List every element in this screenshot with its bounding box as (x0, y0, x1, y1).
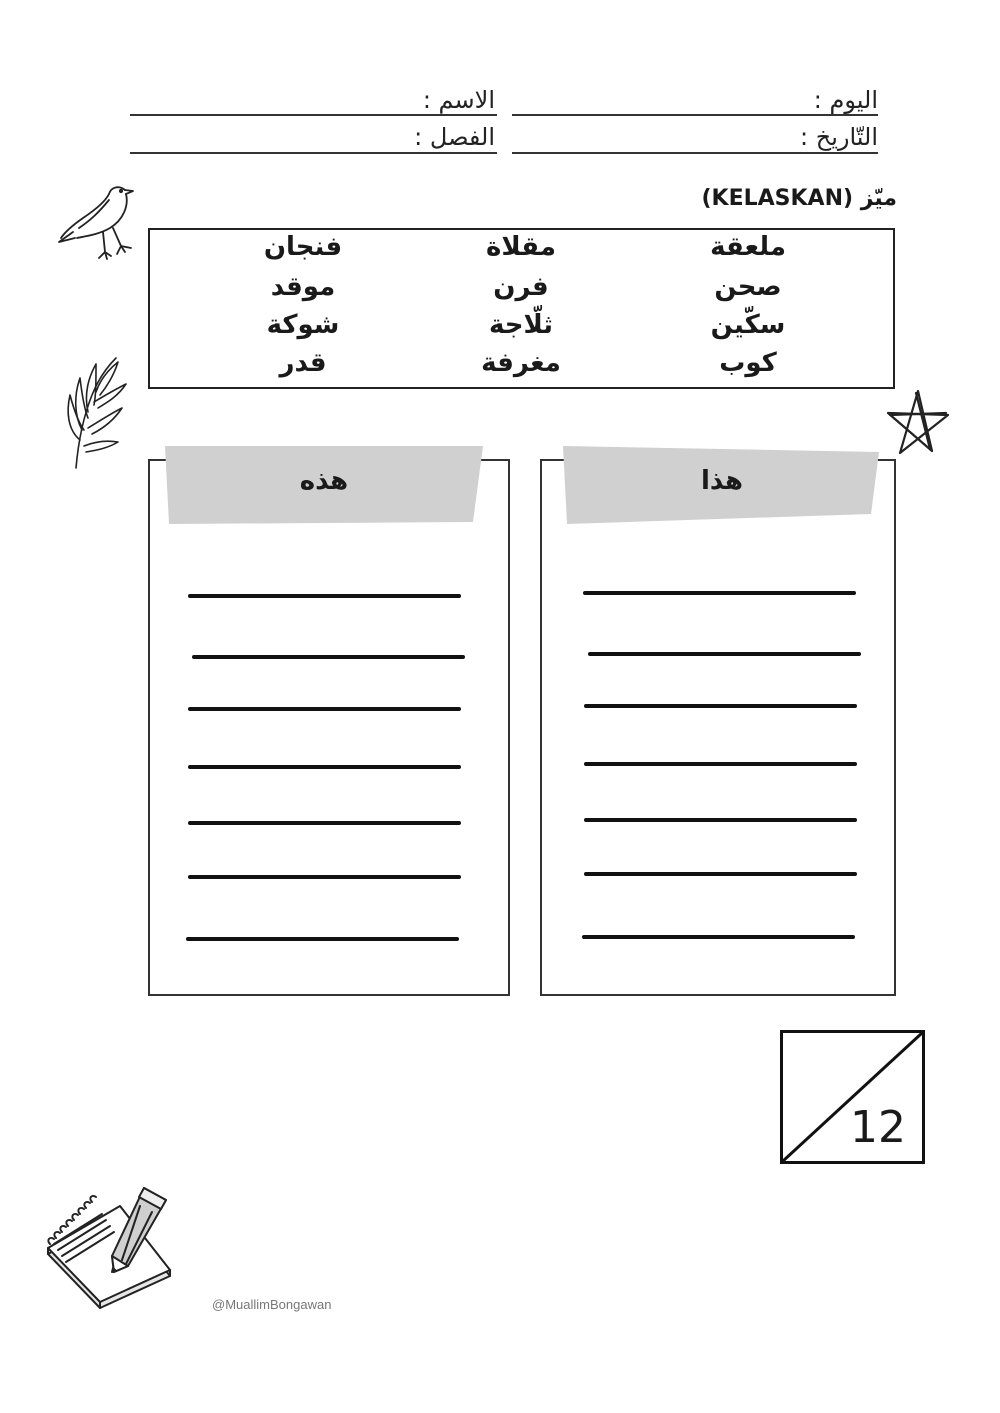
day-field[interactable] (512, 114, 878, 116)
date-label: التّاريخ : (799, 123, 878, 151)
notepad-pencil-icon (40, 1178, 180, 1318)
category-header-left: هذه (299, 466, 349, 496)
category-column-left (148, 459, 510, 996)
date-field[interactable] (512, 152, 878, 154)
answer-line[interactable] (186, 937, 459, 941)
leaf-icon (58, 350, 133, 475)
word-item: صحن (714, 272, 782, 302)
category-column-right (540, 459, 896, 996)
answer-line[interactable] (188, 765, 461, 769)
word-item: فرن (493, 272, 549, 302)
word-item: ثلّاجة (488, 310, 553, 340)
star-icon (880, 385, 955, 460)
class-label: الفصل : (414, 123, 495, 151)
day-label: اليوم : (813, 86, 878, 114)
answer-line[interactable] (584, 762, 857, 766)
word-item: مقلاة (486, 232, 556, 262)
class-field[interactable] (130, 152, 497, 154)
word-item: موقد (270, 272, 336, 302)
answer-line[interactable] (584, 818, 857, 822)
answer-line[interactable] (192, 655, 465, 659)
bird-icon (55, 180, 145, 265)
answer-line[interactable] (188, 707, 461, 711)
word-item: قدر (279, 348, 327, 378)
word-item: كوب (719, 348, 777, 378)
score-total: 12 (850, 1102, 906, 1153)
instruction-title: ميّز (KELASKAN) (701, 186, 897, 211)
answer-line[interactable] (588, 652, 861, 656)
answer-line[interactable] (188, 594, 461, 598)
word-item: فنجان (263, 232, 343, 262)
answer-line[interactable] (584, 704, 857, 708)
credit-text: @MuallimBongawan (212, 1297, 332, 1312)
word-item: سكّين (710, 310, 786, 340)
name-label: الاسم : (422, 86, 495, 114)
answer-line[interactable] (582, 935, 855, 939)
name-field[interactable] (130, 114, 497, 116)
word-item: شوكة (266, 310, 340, 340)
answer-line[interactable] (584, 872, 857, 876)
answer-line[interactable] (188, 821, 461, 825)
category-header-right: هذا (701, 466, 743, 496)
word-item: مغرفة (481, 348, 561, 378)
answer-line[interactable] (583, 591, 856, 595)
answer-line[interactable] (188, 875, 461, 879)
word-item: ملعقة (710, 232, 786, 262)
